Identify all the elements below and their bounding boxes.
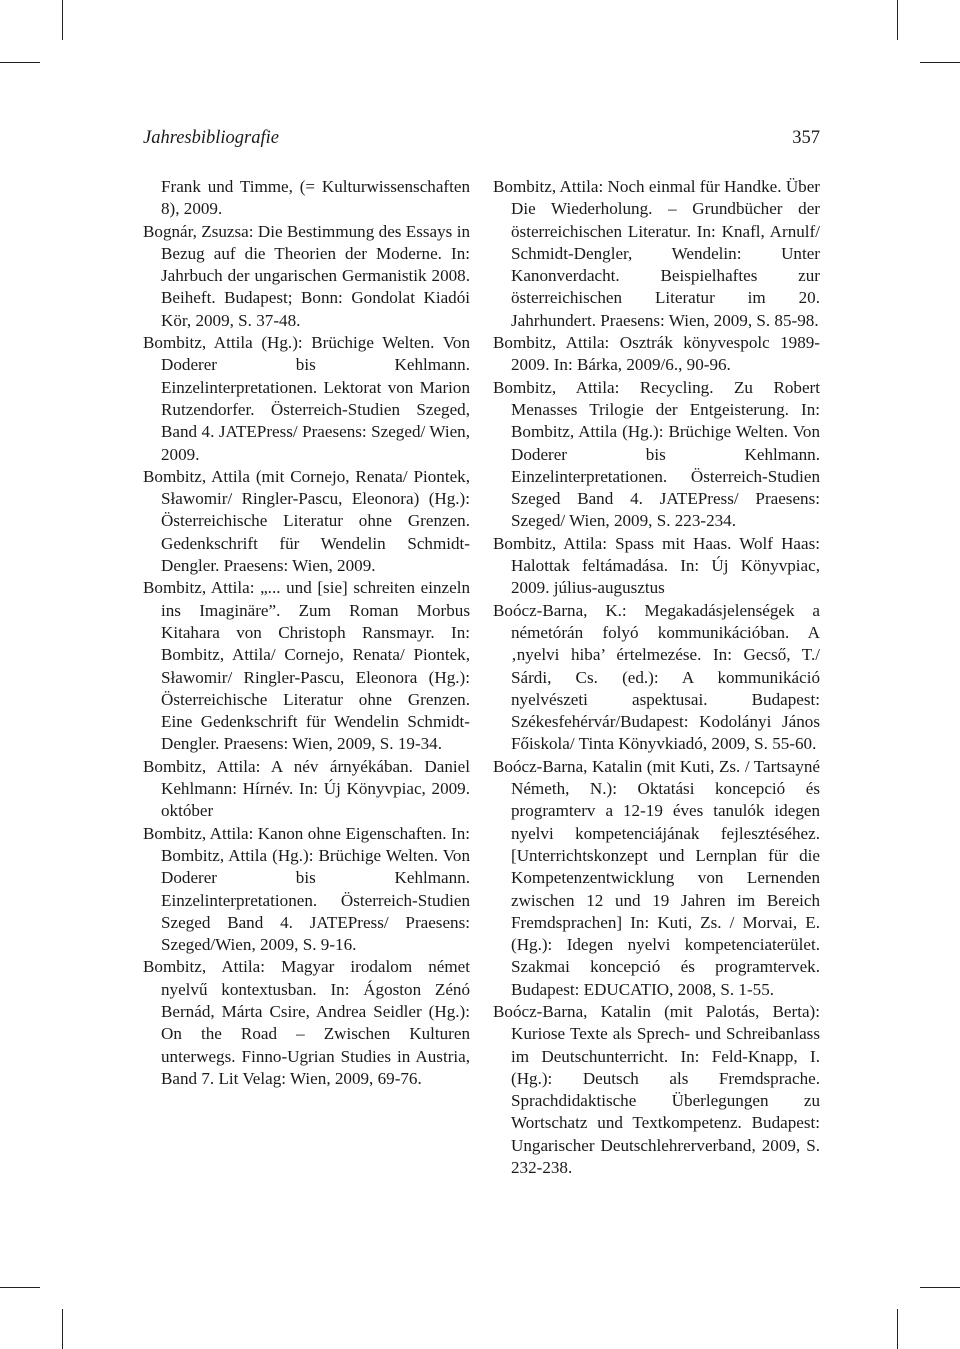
bibliography-entry: Bombitz, Attila (mit Cornejo, Renata/ Piontek, Sławomir/ Ringler-Pascu, Eleonora) (Hg.): Österreichische Literatur ohne Grenzen. Gedenkschrift für Wendelin Schmidt-Dengler. Praesens: Wien, 2009.: [143, 466, 470, 576]
bibliography-entry: Boócz-Barna, Katalin (mit Kuti, Zs. / Tartsayné Németh, N.): Oktatási koncepció és programterv a 12-19 éves tanulók idegen nyelvi kompetenciájának fejlesztéséhez. [Unterrichtskonzept und Lernplan für die Kompetenzentwicklung von Lernenden zwischen 12 und 19 Jahren im Bereich Fremdsprachen] In: Kuti, Zs. / Morvai, E. (Hg.): Idegen nyelvi kompetenciaterület. Szakmai koncepció és programtervek. Budapest: EDUCATIO, 2008, S. 1-55.: [493, 756, 820, 999]
bibliography-entry: Frank und Timme, (= Kulturwissenschaften 8), 2009.: [161, 177, 470, 219]
bibliography-entry: Boócz-Barna, K.: Megakadásjelenségek a németórán folyó kommunikációban. A ‚nyelvi hiba’ értelmezése. In: Gecső, T./ Sárdi, Cs. (ed.): A kommunikáció nyelvészeti aspektusai. Budapest: Székesfehérvár/Budapest: Kodolányi János Főiskola/ Tinta Könyvkiadó, 2009, S. 55-60.: [493, 600, 820, 754]
crop-mark-left-lower: [0, 1287, 40, 1288]
crop-mark-right-lower: [920, 1287, 960, 1288]
left-column: [143, 176, 470, 1090]
bibliography-entry: Bombitz, Attila: „... und [sie] schreiten einzeln ins Imaginäre”. Zum Roman Morbus Kitahara von Christoph Ransmayr. In: Bombitz, Attila/ Cornejo, Renata/ Piontek, Sławomir/ Ringler-Pascu, Eleonora (Hg.): Österreichische Literatur ohne Grenzen. Eine Gedenkschrift für Wendelin Schmidt-Dengler. Praesens: Wien, 2009, S. 19-34.: [143, 578, 470, 754]
bibliography-entry: Bombitz, Attila (Hg.): Brüchige Welten. Von Doderer bis Kehlmann. Einzelinterpretationen. Lektorat von Marion Rutzendorfer. Österreich-Studien Szeged, Band 4. JATEPress/ Praesens: Szeged/ Wien, 2009.: [143, 333, 470, 464]
bibliography-entry: Bombitz, Attila: A név árnyékában. Daniel Kehlmann: Hírnév. In: Új Könyvpiac, 2009. október: [143, 756, 470, 821]
bibliography-entry: Bombitz, Attila: Spass mit Haas. Wolf Haas: Halottak feltámadása. In: Új Könyvpiac, 2009. július-augusztus: [493, 533, 820, 598]
page-number: 357: [792, 128, 820, 148]
bibliography-entry: Bognár, Zsuzsa: Die Bestimmung des Essays in Bezug auf die Theorien der Moderne. In: Jahrbuch der ungarischen Germanistik 2008. Beiheft. Budapest; Bonn: Gondolat Kiadói Kör, 2009, S. 37-48.: [143, 221, 470, 330]
running-title: Jahresbibliografie: [143, 128, 279, 148]
bibliography-entry: Boócz-Barna, Katalin (mit Palotás, Berta): Kuriose Texte als Sprech- und Schreibanlass im Deutschunterricht. In: Feld-Knapp, I. (Hg.): Deutsch als Fremdsprache. Sprachdidaktische Überlegungen zu Wortschatz und Textkompetenz. Budapest: Ungarischer Deutschlehrerverband, 2009, S. 232-238.: [493, 1001, 820, 1178]
bibliography-entry: Bombitz, Attila: Noch einmal für Handke. Über Die Wiederholung. – Grundbücher der österreichischen Literatur. In: Knafl, Arnulf/ Schmidt-Dengler, Wendelin: Unter Kanonverdacht. Beispielhaftes zur österreichischen Literatur im 20. Jahrhundert. Praesens: Wien, 2009, S. 85-98.: [493, 177, 820, 330]
crop-mark-right-upper: [920, 62, 960, 63]
crop-mark-bottom-right: [897, 1309, 898, 1349]
crop-mark-top-right: [897, 0, 898, 40]
bibliography-entry: Bombitz, Attila: Osztrák könyvespolc 1989-2009. In: Bárka, 2009/6., 90-96.: [493, 333, 820, 375]
crop-mark-bottom-left: [62, 1309, 63, 1349]
crop-mark-top-left: [62, 0, 63, 40]
right-column: [493, 176, 820, 1179]
bibliography-entry: Bombitz, Attila: Recycling. Zu Robert Menasses Trilogie der Entgeisterung. In: Bombitz, Attila (Hg.): Brüchige Welten. Von Doderer bis Kehlmann. Einzelinterpretationen. Österreich-Studien Szeged Band 4. JATEPress/ Praesens: Szeged/ Wien, 2009, S. 223-234.: [493, 377, 820, 531]
bibliography-entry: Bombitz, Attila: Kanon ohne Eigenschaften. In: Bombitz, Attila (Hg.): Brüchige Welten. Von Doderer bis Kehlmann. Einzelinterpretationen. Österreich-Studien Szeged Band 4. JATEPress/ Praesens: Szeged/Wien, 2009, S. 9-16.: [143, 823, 470, 955]
crop-mark-left-upper: [0, 62, 40, 63]
running-head: [143, 125, 820, 151]
bibliography-entry: Bombitz, Attila: Magyar irodalom német nyelvű kontextusban. In: Ágoston Zénó Bernád, Márta Csire, Andrea Seidler (Hg.): On the Road – Zwischen Kulturen unterwegs. Finno-Ugrian Studies in Austria, Band 7. Lit Velag: Wien, 2009, 69-76.: [143, 957, 470, 1088]
